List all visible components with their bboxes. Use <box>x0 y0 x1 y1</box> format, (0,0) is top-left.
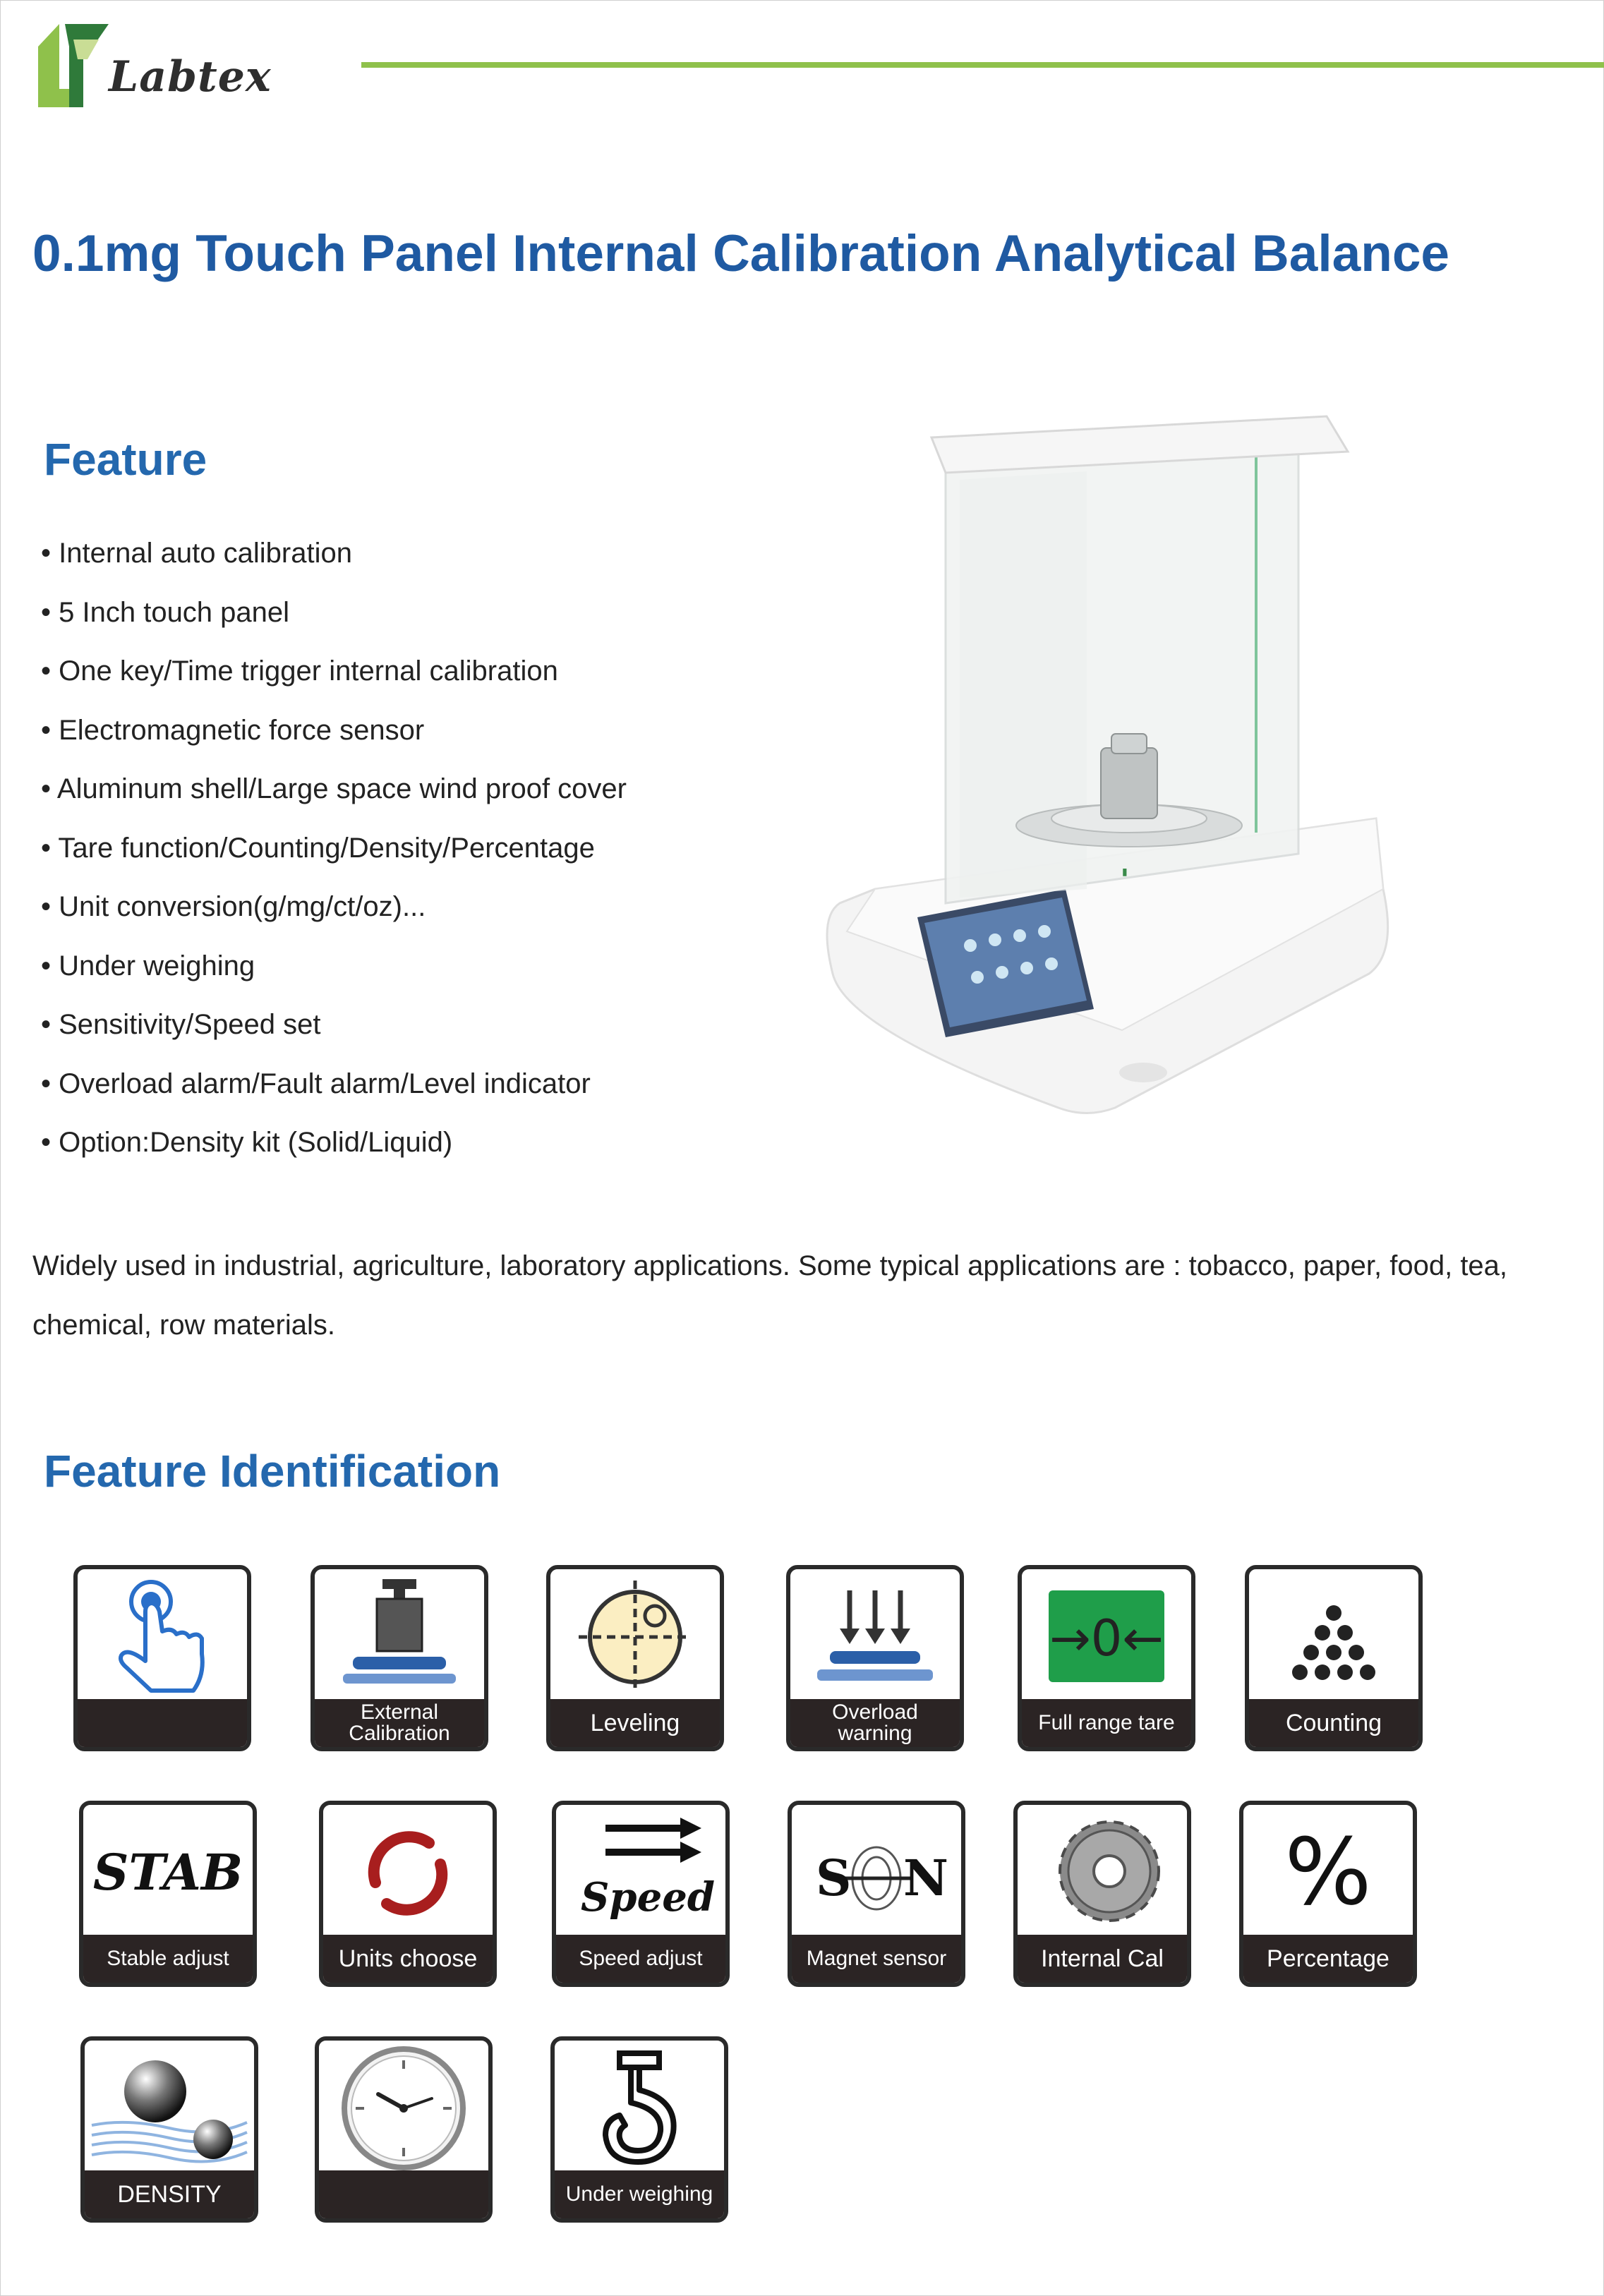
list-item: • Aluminum shell/Large space wind proof cover <box>41 763 627 823</box>
list-item: • 5 Inch touch panel <box>41 587 627 646</box>
percent-icon <box>1243 1805 1413 1935</box>
feature-tile-external-calibration <box>310 1565 488 1751</box>
feature-tile-label: Under weighing <box>555 2170 724 2218</box>
magnet-glyph-s: S <box>816 1849 852 1907</box>
labtex-logo <box>31 18 285 117</box>
feature-tile-touch <box>73 1565 251 1751</box>
feature-tile-label: Full range tare <box>1022 1699 1191 1747</box>
feature-tile-leveling <box>546 1565 724 1751</box>
percent-glyph: % <box>1284 1818 1372 1926</box>
feature-tile-label: External Calibration <box>315 1699 484 1747</box>
speed-icon <box>556 1805 725 1935</box>
list-item: • Tare function/Counting/Density/Percentage <box>41 823 627 882</box>
feature-tile-label: Internal Cal <box>1018 1935 1187 1983</box>
list-item: • Under weighing <box>41 941 627 1000</box>
feature-tile-density <box>80 2036 258 2223</box>
feature-tile-label: DENSITY <box>85 2170 254 2218</box>
feature-tile-label: Magnet sensor <box>792 1935 961 1983</box>
dots-icon <box>1249 1569 1418 1699</box>
list-item: • Option:Density kit (Solid/Liquid) <box>41 1117 627 1176</box>
header-rule <box>361 62 1604 68</box>
hook-icon <box>555 2041 724 2170</box>
applications-paragraph: Widely used in industrial, agriculture, laboratory applications. Some typical applications are : tobacco, paper, food, tea, chemical, row materials. <box>32 1250 1508 1341</box>
overload-icon <box>790 1569 960 1699</box>
feature-tile-magnet <box>788 1801 965 1987</box>
feature-tile-clock <box>315 2036 493 2223</box>
level-icon <box>550 1569 720 1699</box>
logo-text: Labtex <box>109 52 272 102</box>
feature-tile-label: Counting <box>1249 1699 1418 1747</box>
magnet-glyph-n: N <box>903 1849 948 1907</box>
feature-tile-label <box>78 1699 247 1747</box>
feature-tile-label: Leveling <box>550 1699 720 1747</box>
clock-icon <box>319 2041 488 2170</box>
magnet-icon <box>792 1805 961 1935</box>
balance-product-image <box>790 395 1411 1129</box>
gear-icon <box>1018 1805 1187 1935</box>
stab-glyph: STAB <box>92 1843 243 1902</box>
feature-tile-label: Percentage <box>1243 1935 1413 1983</box>
svg-text:▮: ▮ <box>1122 866 1128 877</box>
weight-icon <box>315 1569 484 1699</box>
list-item: • Sensitivity/Speed set <box>41 999 627 1058</box>
list-item: • Overload alarm/Fault alarm/Level indicator <box>41 1058 627 1118</box>
list-item: • Electromagnetic force sensor <box>41 705 627 764</box>
units-icon <box>323 1805 493 1935</box>
page-title: 0.1mg Touch Panel Internal Calibration Analytical Balance <box>32 225 1450 282</box>
tare-glyph: →0← <box>1049 1609 1164 1667</box>
touch-icon <box>78 1569 247 1699</box>
identification-heading: Feature Identification <box>44 1446 501 1497</box>
feature-list <box>41 528 627 1176</box>
stab-icon <box>83 1805 253 1935</box>
feature-tile-internal-cal <box>1013 1801 1191 1987</box>
feature-tile-label: Stable adjust <box>83 1935 253 1983</box>
feature-tile-overload <box>786 1565 964 1751</box>
list-item: • Internal auto calibration <box>41 528 627 587</box>
density-icon <box>85 2041 254 2170</box>
feature-tile-stable <box>79 1801 257 1987</box>
feature-tile-tare <box>1018 1565 1195 1751</box>
feature-tile-percentage <box>1239 1801 1417 1987</box>
feature-tile-label: Units choose <box>323 1935 493 1983</box>
speed-glyph: Speed <box>580 1874 716 1921</box>
feature-tile-units <box>319 1801 497 1987</box>
list-item: • Unit conversion(g/mg/ct/oz)... <box>41 881 627 941</box>
feature-tile-under-weighing <box>550 2036 728 2223</box>
feature-tile-speed <box>552 1801 730 1987</box>
feature-tile-label: Overload warning <box>790 1699 960 1747</box>
feature-tile-label <box>319 2170 488 2218</box>
feature-tile-counting <box>1245 1565 1423 1751</box>
list-item: • One key/Time trigger internal calibration <box>41 646 627 705</box>
logo-mark-icon <box>31 18 116 117</box>
tare-icon <box>1022 1569 1191 1699</box>
feature-heading: Feature <box>44 434 207 485</box>
feature-tile-label: Speed adjust <box>556 1935 725 1983</box>
